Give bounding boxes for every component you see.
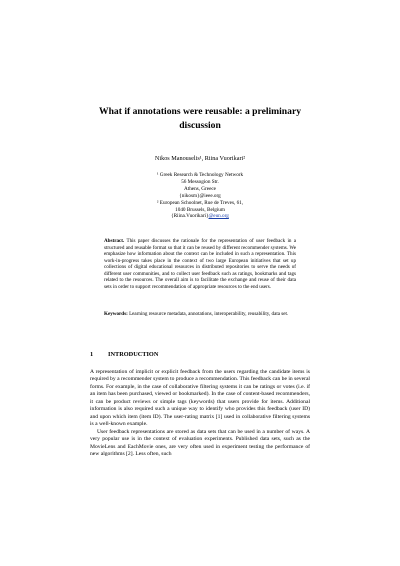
affiliation-line: ² European Schoolnet, Rue de Treves, 61, xyxy=(156,199,244,206)
abstract xyxy=(104,238,296,290)
paper-title: What if annotations were reusable: a preliminary discussion xyxy=(99,106,301,131)
abstract-text: This paper discusses the rationale for the representation of user feedback in a structured and reusable format so that it can be reused by different recommender systems. We emphasize how information about the context can be included in such a representation. This work-in-progress takes place in the context of two large European initiatives that set up collections of digital educational resources in distributed repositories to serve the needs of different user communities, and to collect user feedback such as ratings, bookmarks and tags related to the resources. The overall aim is to facilitate the exchange and reuse of their data sets in order to support recommendation of appropriate resources to the end users. xyxy=(104,238,296,290)
section-heading xyxy=(90,351,310,359)
keywords-text: Learning resource metadata, annotations, interoperability, reusability, data set. xyxy=(129,311,289,317)
affiliation-line: {nikosm}@ieee.org xyxy=(179,192,221,199)
affiliation-line: Athens, Greece xyxy=(184,185,216,192)
affiliation-line: ¹ Greek Research & Technology Network xyxy=(156,172,244,178)
section-number: 1 xyxy=(90,351,94,358)
keywords-label: Keywords: xyxy=(104,311,128,317)
email-line xyxy=(90,213,310,220)
affiliations-block xyxy=(90,172,310,220)
paper-authors: Nikos Manouselis¹, Riina Vuorikari² xyxy=(154,155,246,162)
body-text xyxy=(90,369,310,458)
section-title: INTRODUCTION xyxy=(108,351,159,358)
affiliation-line: 56 Messogion Str. xyxy=(181,178,219,185)
paragraph: User feedback representations are stored as data sets that can be used in a number of ways. A very popular use is in the context of evaluation experiments. Published data sets, such as the MovieLens and EachMovie ones, are very often used in experiment testing the performance of new algorithms [2]. Less often, such xyxy=(90,428,310,457)
email-link[interactable]: @eun.org xyxy=(208,213,229,220)
paragraph: A representation of implicit or explicit feedback from the users regarding the candidate items is required by a recommender system to produce a recommendation. This feedback can be in several forms. For example, in the case of collaborative filtering systems it can be ratings or votes (i.e. if an item has been purchased, viewed or bookmarked). In the case of content-based recommenders, it can be product reviews or simple tags (keywords) that users provide for items. Additional information is also required such a unique way to identify who provides this feedback (user ID) and upon which item (item ID). The user-rating matrix [1] used in collaborative filtering systems is a well-known example. xyxy=(90,369,310,428)
affiliation-line: 1040 Brussels, Belgium xyxy=(175,206,225,213)
email-prefix: {Riina.Vuorikari} xyxy=(171,213,209,220)
abstract-label: Abstract. xyxy=(104,238,125,244)
keywords xyxy=(104,311,296,318)
